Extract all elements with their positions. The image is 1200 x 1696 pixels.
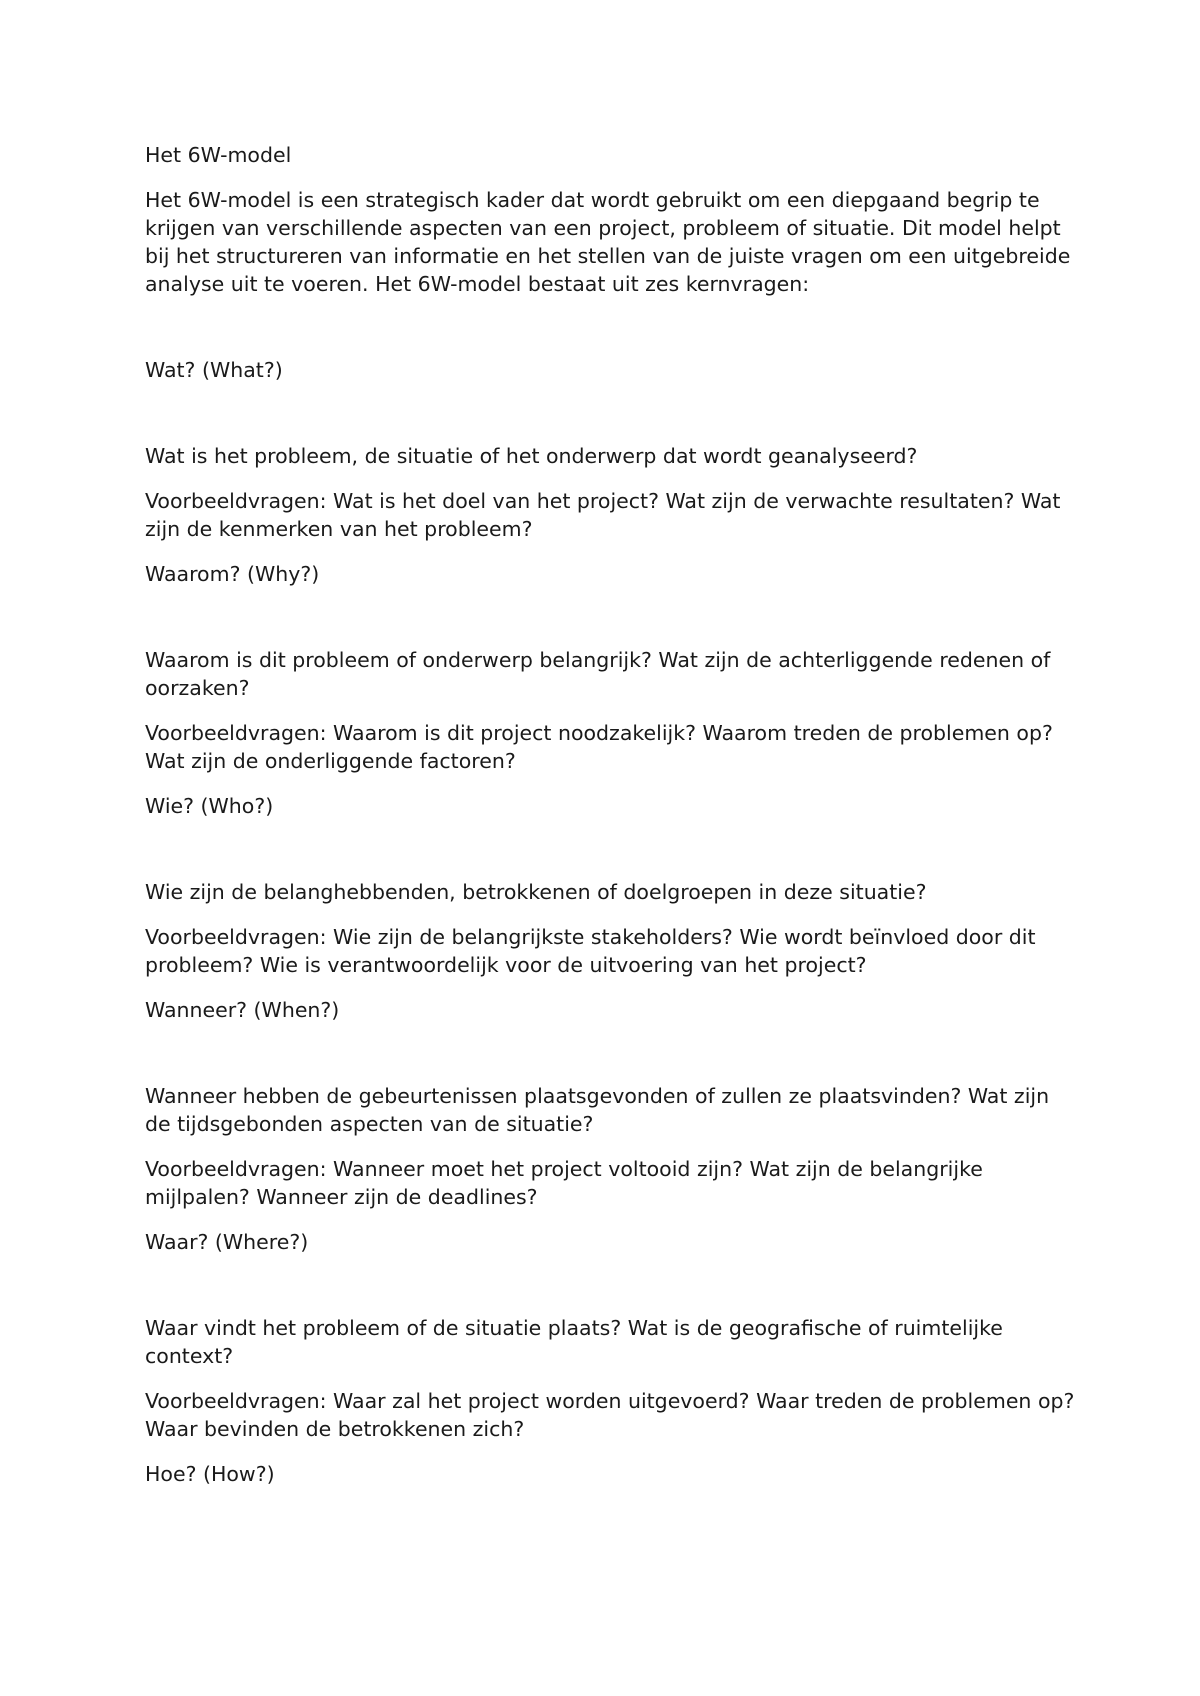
section-heading-waar: Waar? (Where?) <box>145 1230 309 1254</box>
section-examples-waar: Voorbeeldvragen: Waar zal het project worden uitgevoerd? Waar treden de problemen op? Waar bevinden de betrokkenen zich? <box>145 1389 1075 1441</box>
section-examples-wanneer: Voorbeeldvragen: Wanneer moet het project voltooid zijn? Wat zijn de belangrijke mijlpalen? Wanneer zijn de deadlines? <box>145 1157 983 1209</box>
document-page <box>145 141 1075 1505</box>
section-question-waarom: Waarom is dit probleem of onderwerp belangrijk? Wat zijn de achterliggende redenen of oorzaken? <box>145 648 1051 700</box>
document-title: Het 6W-model <box>145 143 292 167</box>
section-examples-wie: Voorbeeldvragen: Wie zijn de belangrijkste stakeholders? Wie wordt beïnvloed door dit probleem? Wie is verantwoordelijk voor de uitvoering van het project? <box>145 925 1036 977</box>
section-examples-wat: Voorbeeldvragen: Wat is het doel van het project? Wat zijn de verwachte resultaten? Wat zijn de kenmerken van het probleem? <box>145 489 1061 541</box>
section-heading-waarom: Waarom? (Why?) <box>145 562 320 586</box>
section-examples-waarom: Voorbeeldvragen: Waarom is dit project noodzakelijk? Waarom treden de problemen op? Wat zijn de onderliggende factoren? <box>145 721 1053 773</box>
section-heading-wie: Wie? (Who?) <box>145 794 274 818</box>
section-question-wie: Wie zijn de belanghebbenden, betrokkenen of doelgroepen in deze situatie? <box>145 880 927 904</box>
section-question-wat: Wat is het probleem, de situatie of het onderwerp dat wordt geanalyseerd? <box>145 444 918 468</box>
section-heading-wanneer: Wanneer? (When?) <box>145 998 340 1022</box>
section-question-waar: Waar vindt het probleem of de situatie plaats? Wat is de geografische of ruimtelijke context? <box>145 1316 1003 1368</box>
intro-paragraph: Het 6W-model is een strategisch kader dat wordt gebruikt om een diepgaand begrip te krijgen van verschillende aspecten van een project, probleem of situatie. Dit model helpt bij het structureren van informatie en het stellen van de juiste vragen om een uitgebreide analyse uit te voeren. Het 6W-model bestaat uit zes kernvragen: <box>145 188 1071 296</box>
section-heading-wat: Wat? (What?) <box>145 358 283 382</box>
section-question-wanneer: Wanneer hebben de gebeurtenissen plaatsgevonden of zullen ze plaatsvinden? Wat zijn de tijdsgebonden aspecten van de situatie? <box>145 1084 1050 1136</box>
section-heading-hoe: Hoe? (How?) <box>145 1462 275 1486</box>
